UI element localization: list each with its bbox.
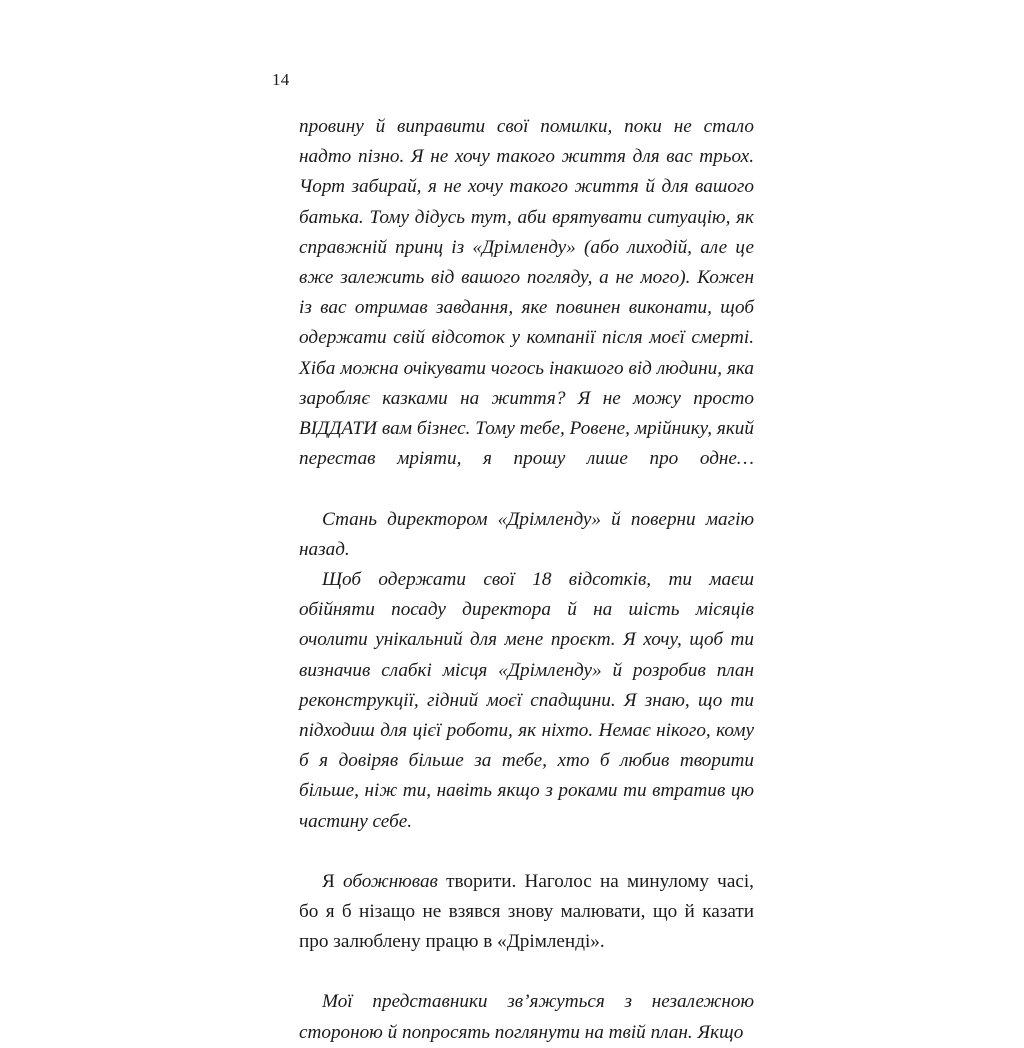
narration-run-tail: творити. Наголос на минулому часі, бо я б нізащо не взявся знову малювати, що й казати про залюблену працю в «Дрімленді». [299, 870, 754, 953]
narration-run-lead: Я [322, 870, 344, 892]
paragraph-letter-representatives: Мої представники зв’яжуться з незалежною стороною й попросять поглянути на твій план. Якщо [299, 991, 754, 1043]
paragraph-letter-continued: провину й виправити свої помилки, поки не стало надто пізно. Я не хочу такого життя для вас трьох. Чорт забирай, я не хочу такого життя й для вашого батька. Тому дідусь тут, аби врятувати ситуацію, як справжній принц із «Дрімленду» (або лиходій, але це вже залежить від вашого погляду, а не мого). Кожен із вас отримав завдання, яке повинен виконати, щоб одержати свій відсоток у компанії після моєї смерті. Хіба можна очікувати чогось інакшого від людини, яка заробляє казками на життя? Я не можу просто ВІДДАТИ вам бізнес. Тому тебе, Ровене, мрійнику, який перестав мріяти, я прошу лише про одне… [299, 116, 754, 470]
page-number: 14 [272, 70, 290, 89]
paragraph-letter-directive: Стань директором «Дрімленду» й поверни магію назад. [299, 508, 754, 560]
narration-emphasis-word: обожнював [343, 870, 438, 892]
paragraph-narration-loved-creating [299, 867, 754, 958]
paragraph-letter-terms: Щоб одержати свої 18 відсотків, ти маєш обійняти посаду директора й на шість місяців очолити унікальний для мене проєкт. Я хочу, щоб ти визначив слабкі місця «Дрімленду» й розробив план реконструкції, гідний моєї спадщини. Я знаю, що ти підходиш для цієї роботи, як ніхто. Немає нікого, кому б я довіряв більше за тебе, хто б любив творити більше, ніж ти, навіть якщо з роками ти втратив цю частину себе. [299, 569, 754, 832]
text-block [299, 112, 754, 1048]
